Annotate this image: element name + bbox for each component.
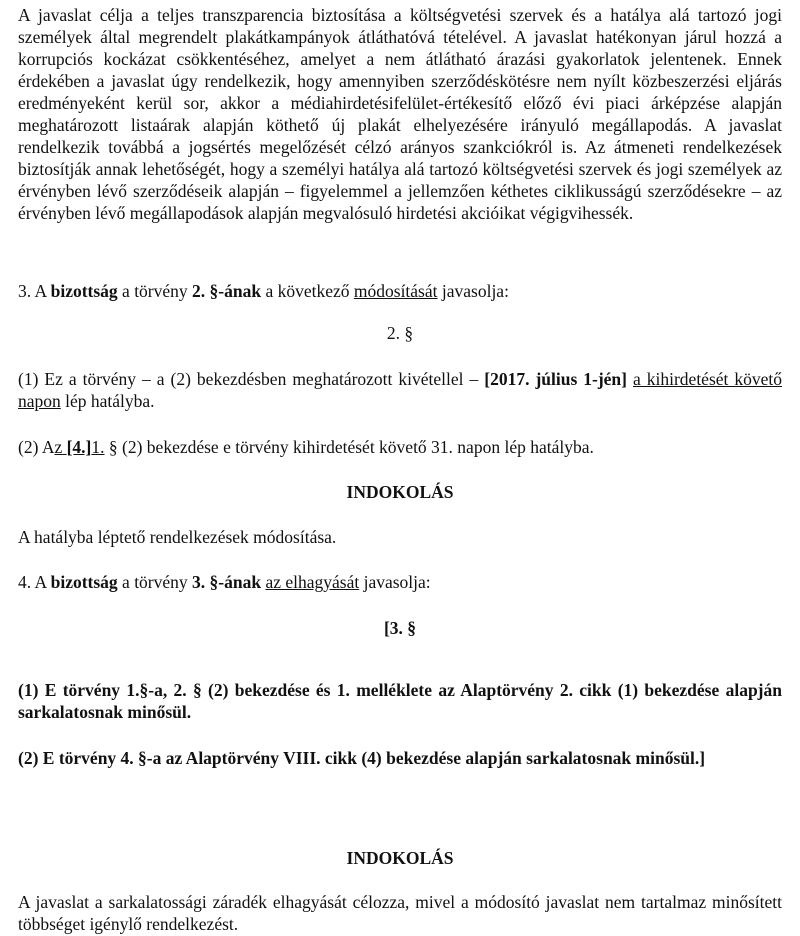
s2p1-inserted-text: a kihirdetését követő napon (18, 369, 783, 411)
section-2-paragraph-2 (18, 436, 594, 458)
intro-paragraph: A javaslat célja a teljes transzparencia biztosítása a költségvetési szervek és a hatálya alá tartozó jogi személyek által megrendelt plakátkampányok átláthatóvá tételével. A javaslat hatékonyan járul hozzá a korrupciós kockázat csökkentéséhez, amelyet a nem átlátható árazási gyakorlatok jelentenek. Ennek érdekében a javaslat úgy rendelkezik, hogy amennyiben szerződéskötésre nem nyílt közbeszerzési eljárás eredményeként kerül sor, akkor a médiahirdetésifelület-értékesítő előző évi piaci árképzése alapján meghatározott listaárak alapján köthető új plakát elhelyezésére irányuló megállapodás. A javaslat rendelkezik továbbá a jogsértés megelőzését célzó arányos szankciókról is. Az átmeneti rendelkezések biztosítják annak lehetőségét, hogy a személyi hatálya alá tartozó költségvetési szervek és jogi személyek az érvényben lévő szerződéseik alapján – figyelemmel a jellemzően kéthetes ciklikusságú szerződésekre – az érvényben lévő megállapodások alapján megvalósuló hirdetési akcióikat végigvihessék. (18, 5, 782, 223)
item4-prefix: 4. A (18, 572, 51, 592)
s2p2-inserted-1: z (54, 437, 63, 457)
section-3-paragraph-2: (2) E törvény 4. §-a az Alaptörvény VIII. cikk (4) bekezdése alapján sarkalatosnak minősül.] (18, 748, 706, 768)
indokolas-2-text: A javaslat a sarkalatossági záradék elhagyását célozza, mivel a módosító javaslat nem tartalmaz minősített többséget igénylő rendelkezést. (18, 892, 782, 934)
section-2-paragraph-1 (18, 368, 782, 412)
item4-suffix: javasolja: (359, 572, 431, 592)
amendment-item-4 (18, 571, 431, 593)
indokolas-1-text: A hatályba léptető rendelkezések módosítása. (18, 527, 337, 547)
indokolas-1-heading: INDOKOLÁS (346, 482, 454, 502)
s2p2-text-a: (2) A (18, 437, 55, 457)
item4-mid1: a törvény (117, 572, 193, 592)
s2p2-inserted-2: 1. (91, 437, 105, 457)
s2p1-text-a: (1) Ez a törvény – a (2) bekezdésben meghatározott kivétellel – (18, 369, 485, 389)
item4-action: az elhagyását (265, 572, 360, 592)
section-3-heading: [3. § (383, 618, 417, 638)
item3-action: módosítását (353, 281, 438, 301)
s2p2-text-b: § (2) bekezdése e törvény kihirdetését követő 31. napon lép hatályba. (104, 437, 594, 457)
s2p1-deleted-text: [2017. július 1-jén] (484, 369, 627, 389)
item4-committee: bizottság (50, 572, 118, 592)
section-2-heading: 2. § (386, 323, 414, 343)
section-3-paragraph-1: (1) E törvény 1.§-a, 2. § (2) bekezdése és 1. melléklete az Alaptörvény 2. cikk (1) bekezdése alapján sarkalatosnak minősül. (18, 680, 782, 722)
item3-mid2: a következő (261, 281, 354, 301)
s2p2-deleted-text: [4.] (66, 437, 92, 457)
s2p1-text-b: lép hatályba. (60, 391, 155, 411)
item3-section-ref: 2. §-ának (192, 281, 262, 301)
item4-section-ref: 3. §-ának (192, 572, 262, 592)
item3-prefix: 3. A (18, 281, 51, 301)
indokolas-2-heading: INDOKOLÁS (346, 848, 454, 868)
item3-suffix: javasolja: (437, 281, 509, 301)
amendment-item-3 (18, 280, 509, 302)
item3-committee: bizottság (50, 281, 118, 301)
item3-mid1: a törvény (117, 281, 193, 301)
